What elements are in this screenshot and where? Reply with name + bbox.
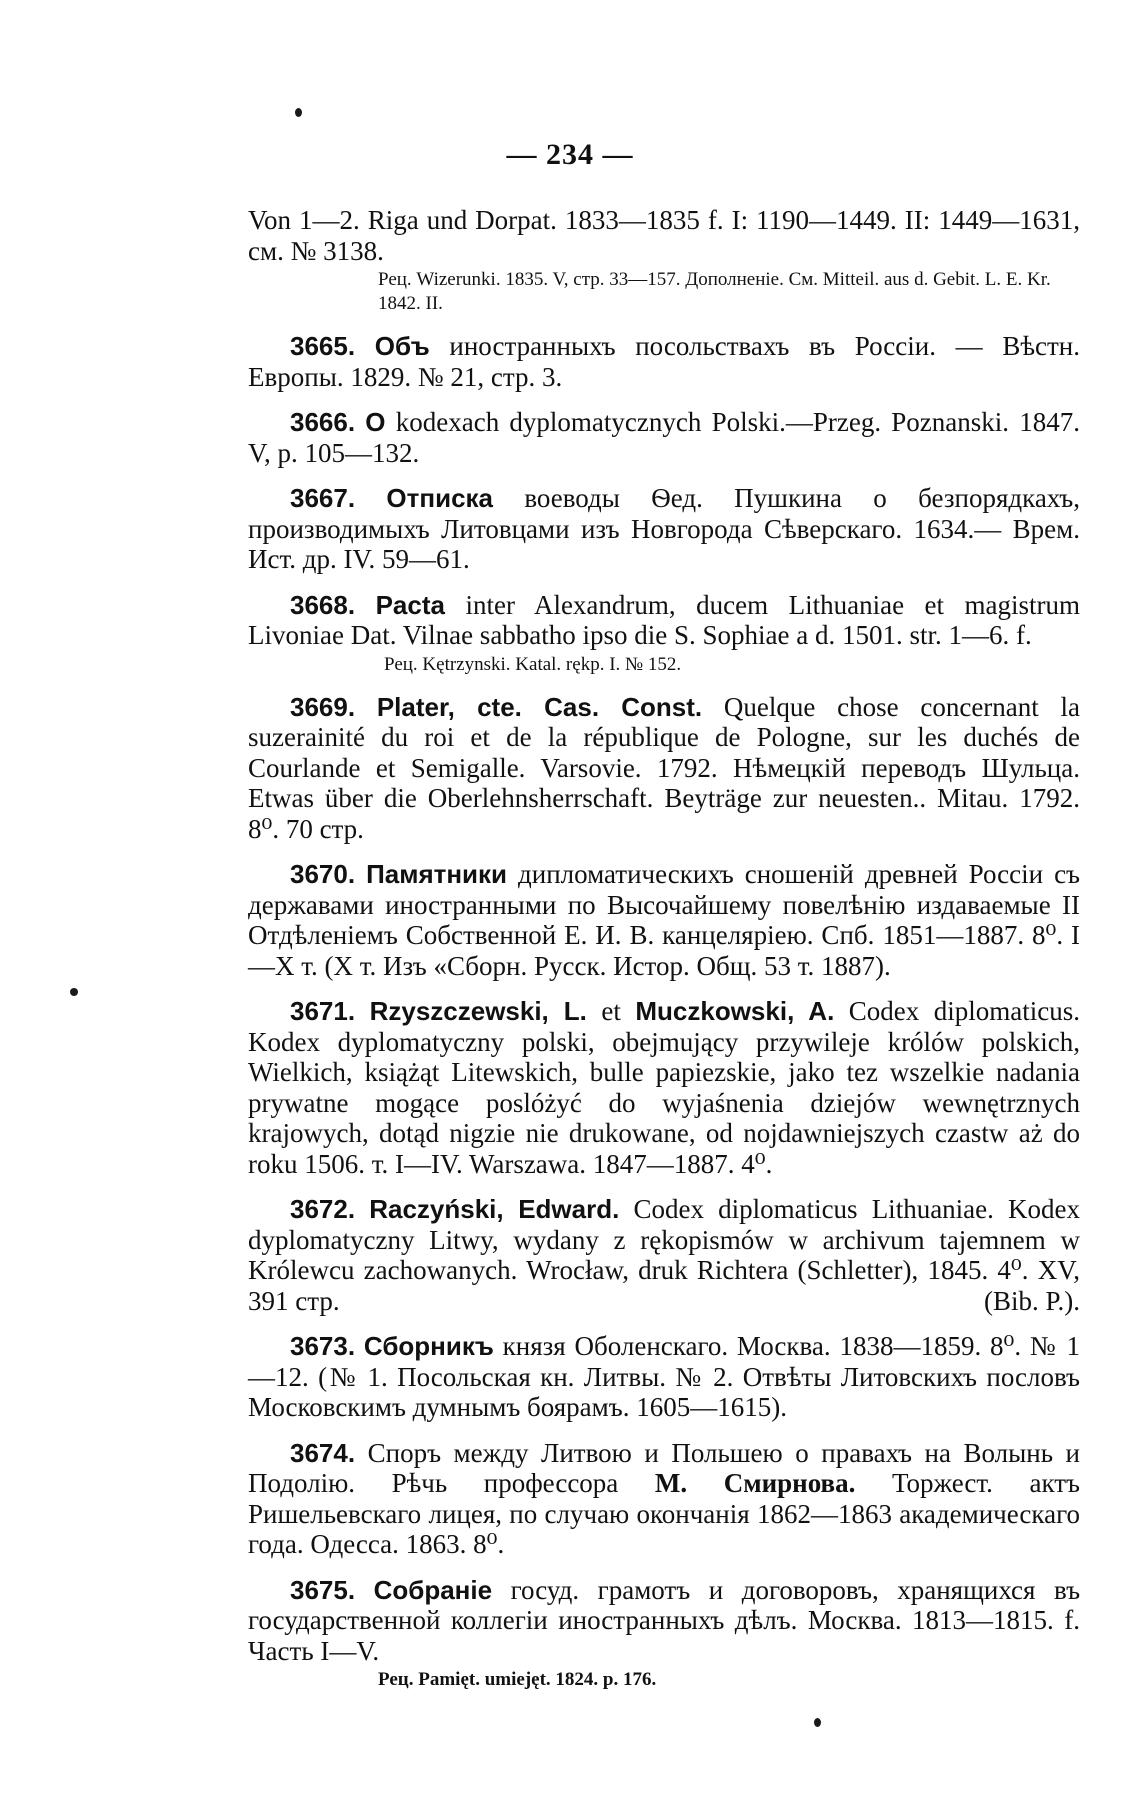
entry-number: 3665.	[290, 331, 356, 361]
entry-text: дипломатическихъ сношеній древней Россіи съ державами иностранными по Высочайшему повелѣнію издаваемые II Отдѣленіемъ Собственной Е. И. В. канцеляріею. Спб. 1851—1887. 8⁰. I—X т. (X т. Изъ «Сборн. Русск. Истор. Общ. 53 т. 1887).	[248, 859, 1081, 981]
entry-speaker: М. Смирнова.	[654, 1468, 856, 1498]
entry-number: 3672.	[290, 1194, 356, 1224]
entry-3669	[248, 692, 1080, 845]
scan-speck	[295, 108, 302, 117]
entry-number: 3673.	[290, 1331, 356, 1361]
entry-3666	[248, 407, 1080, 468]
entry-3668	[248, 590, 1080, 651]
entry-number: 3667.	[290, 483, 356, 513]
entry-text-continued: Торжест. актъ Ришельевскаго лицея, по случаю окончанія 1862—1863 академическаго года. Одесса. 1863. 8⁰.	[248, 1468, 1080, 1559]
entry-title: Отписка	[386, 483, 493, 513]
entry-title: Raczyński, Edward.	[369, 1194, 620, 1224]
review-note: Рец. Wizerunki. 1835. V, стр. 33—157. Дополненіе. См. Mitteil. aus d. Gebit. L. E. Kr. 1842. II.	[378, 269, 1051, 314]
entry-title: Pacta	[375, 589, 445, 620]
entry-title: Сборникъ	[363, 1331, 494, 1361]
entry-title: Памятники	[366, 859, 508, 889]
entry-continuation	[248, 205, 1080, 266]
review-note: Рец. Kętrzynski. Katal. rękp. I. № 152.	[384, 653, 682, 675]
entry-title: Объ	[374, 331, 430, 361]
entry-title: Rzyszczewski, L.	[369, 996, 587, 1026]
scan-speck	[814, 1718, 821, 1727]
entry-title: Plater, cte. Cas. Const.	[376, 691, 703, 722]
entry-number: 3668.	[290, 589, 356, 620]
entry-text: kodexach dyplomatycznych Polski.—Przeg. Poznanski. 1847. V, p. 105—132.	[248, 407, 1081, 468]
entry-text: воеводы Ѳед. Пушкина о безпорядкахъ, производимыхъ Литовцами изъ Новгорода Сѣверскаго. 1634.— Врем. Ист. др. IV. 59—61.	[248, 483, 1080, 574]
entry-3665	[248, 331, 1080, 392]
entry-text: Von 1—2. Riga und Dorpat. 1833—1835 f. I: 1190—1449. II: 1449—1631, см. № 3138.	[248, 205, 1080, 266]
entry-title: Собраніе	[373, 1574, 493, 1605]
entry-text: Quelque chose concernant la suzerainité du roi et de la république de Pologne, sur les duchés de Courlande et Semigalle. Varsovie. 1792. Нѣмецкій переводъ Шульца. Etwas über die Oberlehnsherrschaft. Beyträge zur neuesten.. Mitau. 1792. 8⁰. 70 стр.	[248, 691, 1081, 844]
entry-number: 3669.	[290, 691, 356, 722]
entry-text: князя Оболенскаго. Москва. 1838—1859. 8⁰. № 1—12. (№ 1. Посольская кн. Литвы. № 2. Отвѣты Литовскихъ пословъ Московскимъ думнымъ боярамъ. 1605—1615).	[248, 1331, 1081, 1422]
entry-3675	[248, 1575, 1080, 1667]
bibliography-text	[248, 205, 1080, 1692]
entry-number: 3671.	[290, 996, 356, 1026]
entry-text: госуд. грамотъ и договоровъ, хранящихся въ государственной коллегіи иностранныхъ дѣлъ. Москва. 1813—1815. f. Часть I—V.	[248, 1574, 1081, 1666]
entry-number: 3666.	[290, 407, 356, 437]
scan-speck	[70, 988, 78, 996]
entry-text: иностранныхъ посольствахъ въ Россіи. — Вѣстн. Европы. 1829. № 21, стр. 3.	[248, 331, 1081, 392]
entry-title-second-author: Muczkowski, A.	[635, 996, 835, 1026]
entry-number: 3670.	[290, 859, 356, 889]
page-number: — 234 —	[506, 138, 634, 171]
entry-3672	[248, 1194, 1080, 1316]
entry-number: 3675.	[290, 1574, 356, 1605]
entry-3674	[248, 1438, 1080, 1560]
entry-text: Codex diplomaticus Lithuaniae. Kodex dyplomatyczny Litwy, wydany z rękopismów w archivum tajemnem w Królewcu zachowanych. Wrocław, druk Richtera (Schletter), 1845. 4⁰. XV, 391 стр.	[248, 1194, 1080, 1316]
entry-location: (Bib. P.).	[983, 1285, 1080, 1316]
entry-text: Споръ между Литвою и Польшею о правахъ на Волынь и Подолію. Рѣчь профессора	[248, 1437, 1081, 1498]
entry-title: O	[365, 407, 386, 437]
entry-3670	[248, 859, 1080, 981]
entry-3671	[248, 996, 1080, 1179]
entry-text: inter Alexandrum, ducem Lithuaniae et magistrum Livoniae Dat. Vilnae sabbatho ipso die S. Sophiae a d. 1501. str. 1—6. f.	[248, 589, 1081, 650]
entry-connector: et	[601, 996, 621, 1026]
review-note: Рец. Pamięt. umiejęt. 1824. p. 176.	[378, 1669, 657, 1690]
entry-3673	[248, 1331, 1080, 1423]
entry-3667	[248, 483, 1080, 575]
entry-number: 3674.	[290, 1437, 356, 1468]
entry-text: Codex diplomaticus. Kodex dyplomatyczny polski, obejmujący przywileje królów polskich, Wielkich, książąt Litewskich, bulle papiezskie, jako tez wszelkie nadania prywatne mogące poslóżyć do wyjaśnenia dziejów wewnętrznych krajowych, dotąd nigzie nie drukowane, od nojdawniejszych czastw aż do roku 1506. т. I—IV. Warszawa. 1847—1887. 4⁰.	[248, 996, 1081, 1179]
